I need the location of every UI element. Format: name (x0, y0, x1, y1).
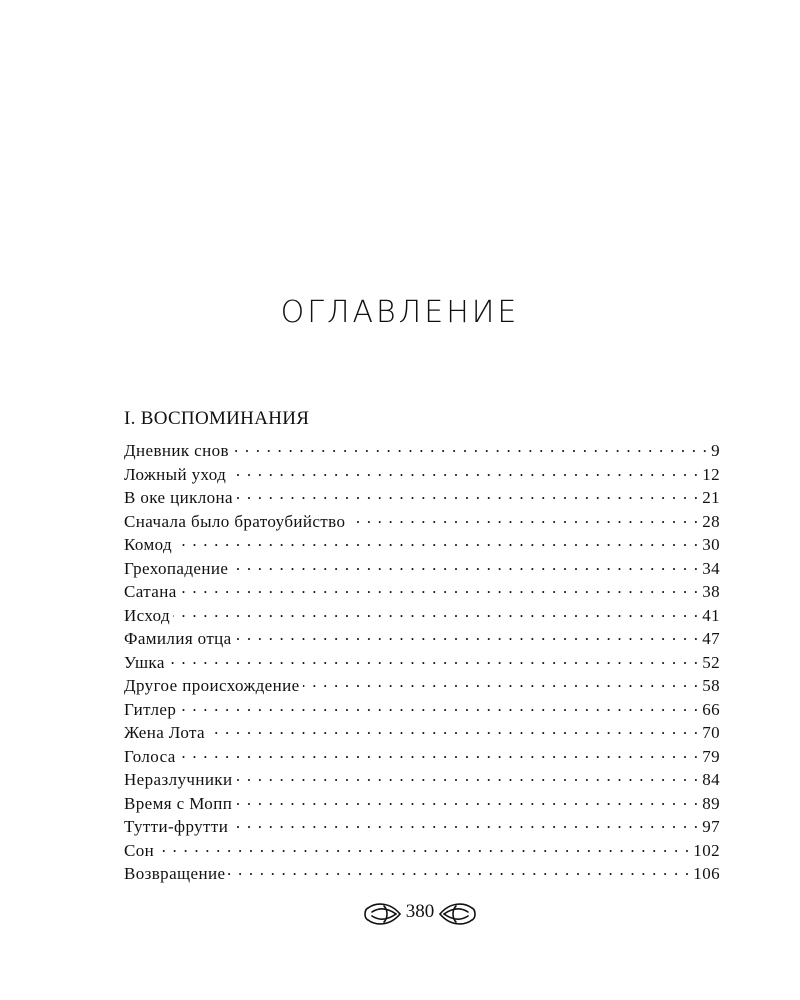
dot-leader (232, 439, 708, 456)
toc-entry-page: 34 (702, 558, 720, 578)
toc-entry[interactable] (124, 604, 720, 628)
toc-entry-page: 84 (702, 770, 720, 789)
toc-entry-title: В оке циклона (124, 488, 234, 507)
toc-entry-title: Неразлучники (124, 770, 233, 789)
toc-entry-page: 12 (702, 464, 720, 484)
dot-leader (235, 627, 700, 644)
dot-leader (231, 557, 699, 574)
toc-entry-title: Грехопадение (124, 558, 229, 578)
toc-entry[interactable] (124, 674, 720, 698)
dot-leader (235, 768, 699, 785)
toc-entry-page: 38 (702, 582, 720, 601)
toc-entry[interactable] (124, 815, 720, 839)
toc-entry-title: Возвращение (124, 864, 226, 883)
toc-entry-title: Сатана (124, 582, 177, 601)
toc-entry-page: 30 (702, 535, 720, 554)
dot-leader (157, 839, 690, 856)
dot-leader (180, 580, 700, 597)
toc-entry[interactable] (124, 557, 720, 581)
toc-entry[interactable] (124, 486, 720, 510)
toc-entry-page: 97 (702, 817, 720, 836)
dot-leader (235, 792, 699, 809)
toc-entry-page: 70 (702, 723, 720, 742)
dot-leader (229, 463, 699, 480)
toc-entry-title: Тутти-фрутти (124, 817, 229, 836)
toc-entry[interactable] (124, 651, 720, 675)
dot-leader (168, 651, 699, 668)
dot-leader (208, 721, 699, 738)
toc-entry[interactable] (124, 792, 720, 816)
toc-entry-title: Другое происхождение (124, 676, 300, 695)
toc-entry[interactable] (124, 698, 720, 722)
toc-entry-page: 41 (702, 605, 720, 625)
toc-entry-page: 47 (702, 629, 720, 648)
toc-entry-page: 89 (702, 793, 720, 813)
toc-entry-page: 28 (702, 511, 720, 531)
toc-entry[interactable] (124, 627, 720, 651)
toc-entry-title: Сон (124, 840, 155, 860)
dot-leader (173, 604, 699, 621)
page-number: 380 (405, 901, 435, 922)
toc-entry-title: Сначала было братоубийство (124, 511, 346, 531)
toc-entry-title: Гитлер (124, 699, 177, 719)
toc-entry-title: Комод (124, 535, 173, 554)
toc-entry[interactable] (124, 510, 720, 534)
dot-leader (228, 862, 690, 879)
toc-entry-title: Исход (124, 605, 171, 625)
toc-entry[interactable] (124, 745, 720, 769)
dot-leader (179, 698, 699, 715)
toc-entry[interactable] (124, 439, 720, 463)
toc-entry-title: Дневник снов (124, 441, 229, 460)
toc-entry-title: Жена Лота (124, 723, 205, 742)
toc-entry[interactable] (124, 839, 720, 863)
table-of-contents (124, 439, 720, 886)
page-number-footer (360, 896, 480, 932)
toc-entry-title: Голоса (124, 746, 176, 766)
toc-entry-title: Ложный уход (124, 464, 227, 484)
dot-leader (303, 674, 700, 691)
dot-leader (175, 533, 699, 550)
toc-entry-page: 66 (702, 699, 720, 719)
toc-entry[interactable] (124, 463, 720, 487)
toc-entry-page: 79 (702, 746, 720, 766)
toc-entry-page: 52 (702, 652, 720, 672)
toc-entry-page: 58 (702, 676, 720, 695)
dot-leader (179, 745, 699, 762)
toc-entry[interactable] (124, 533, 720, 557)
toc-entry-page: 21 (702, 488, 720, 507)
toc-entry-page: 106 (693, 864, 720, 883)
dot-leader (236, 486, 699, 503)
dot-leader (348, 510, 699, 527)
toc-entry-title: Ушка (124, 652, 165, 672)
toc-entry-title: Время с Мопп (124, 793, 233, 813)
toc-entry[interactable] (124, 862, 720, 886)
toc-entry-page: 102 (693, 840, 720, 860)
page-title: ОГЛАВЛЕНИЕ (280, 295, 520, 330)
toc-entry-page: 9 (711, 441, 720, 460)
dot-leader (231, 815, 699, 832)
toc-entry[interactable] (124, 580, 720, 604)
toc-entry[interactable] (124, 721, 720, 745)
section-heading: I. ВОСПОМИНАНИЯ (124, 408, 310, 429)
toc-entry-title: Фамилия отца (124, 629, 232, 648)
toc-entry[interactable] (124, 768, 720, 792)
